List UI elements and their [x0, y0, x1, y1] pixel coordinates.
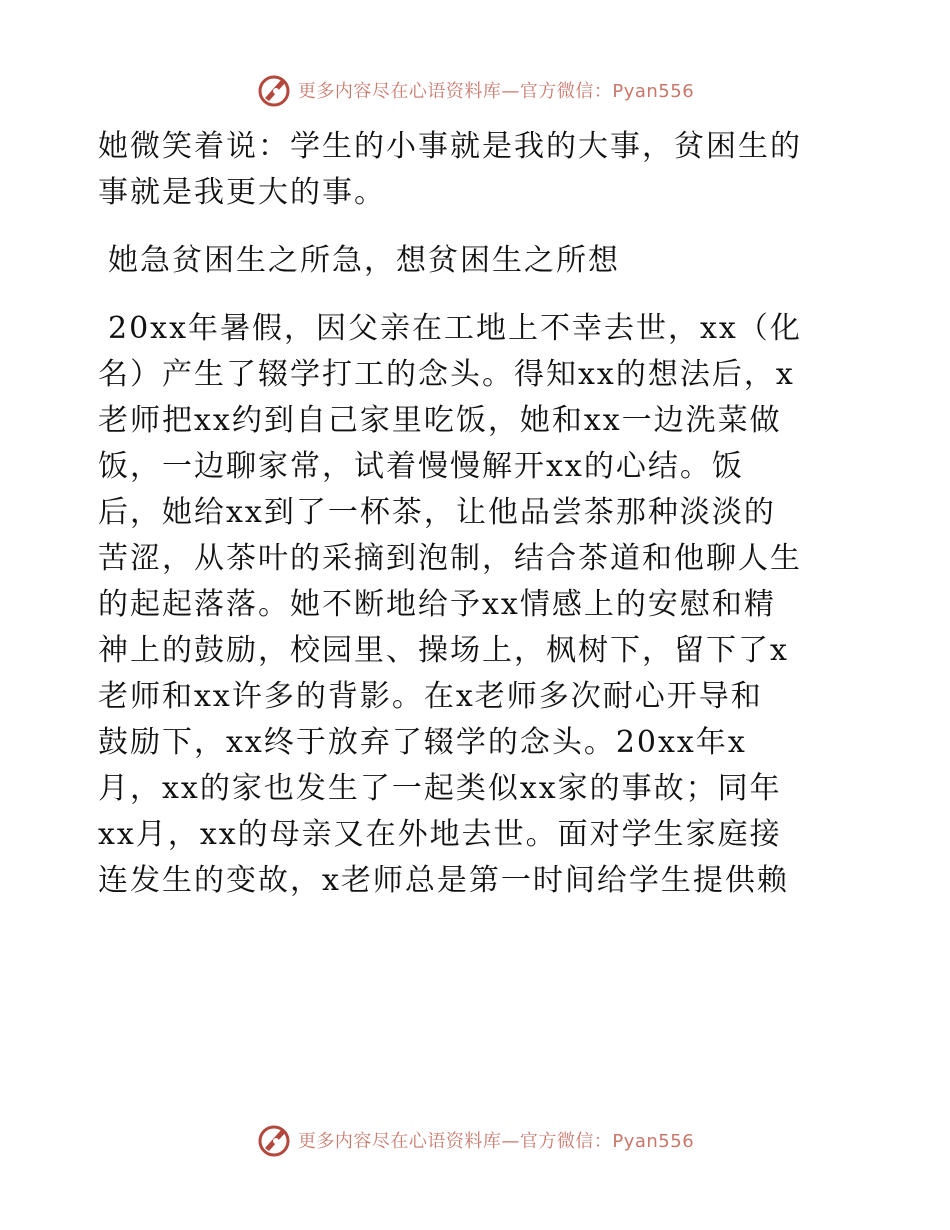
paragraph-line: 神上的鼓励，校园里、操场上，枫树下，留下了x: [98, 633, 789, 668]
paragraph-line: xx月，xx的母亲又在外地去世。面对学生家庭接: [98, 817, 782, 852]
paragraph-line: 事就是我更大的事。: [98, 175, 386, 210]
paragraph-line: 老师把xx约到自己家里吃饭，她和xx一边洗菜做: [98, 403, 782, 438]
paragraph-line: 20xx年暑假，因父亲在工地上不幸去世，xx（化: [108, 311, 802, 346]
red-circle-pen-logo-icon: [256, 1122, 292, 1158]
paragraph-line: 饭，一边聊家常，试着慢慢解开xx的心结。饭: [98, 449, 744, 484]
header-banner: [0, 70, 950, 110]
paragraph-line: 连发生的变故，x老师总是第一时间给学生提供赖: [98, 863, 789, 898]
red-circle-pen-logo-icon: [256, 72, 292, 108]
paragraph-line: 鼓励下，xx终于放弃了辍学的念头。20xx年x: [98, 725, 747, 760]
paragraph-line: 老师和xx许多的背影。在x老师多次耐心开导和: [98, 679, 763, 714]
paragraph-line: 她微笑着说：学生的小事就是我的大事，贫困生的: [98, 129, 802, 164]
paragraph-line: 后，她给xx到了一杯茶，让他品尝茶那种淡淡的: [98, 495, 776, 530]
paragraph-line: 月，xx的家也发生了一起类似xx家的事故；同年: [98, 771, 782, 806]
section-heading: 她急贫困生之所急，想贫困生之所想: [108, 243, 620, 278]
paragraph-line: 苦涩，从茶叶的采摘到泡制，结合茶道和他聊人生: [98, 541, 802, 576]
header-banner-text: 更多内容尽在心语资料库—官方微信：Pyan556: [297, 81, 695, 102]
footer-banner-text: 更多内容尽在心语资料库—官方微信：Pyan556: [297, 1131, 695, 1152]
paragraph-line: 名）产生了辍学打工的念头。得知xx的想法后，x: [98, 357, 795, 392]
paragraph-line: 的起起落落。她不断地给予xx情感上的安慰和精: [98, 587, 776, 622]
footer-banner: [0, 1120, 950, 1160]
document-body: [98, 124, 858, 904]
